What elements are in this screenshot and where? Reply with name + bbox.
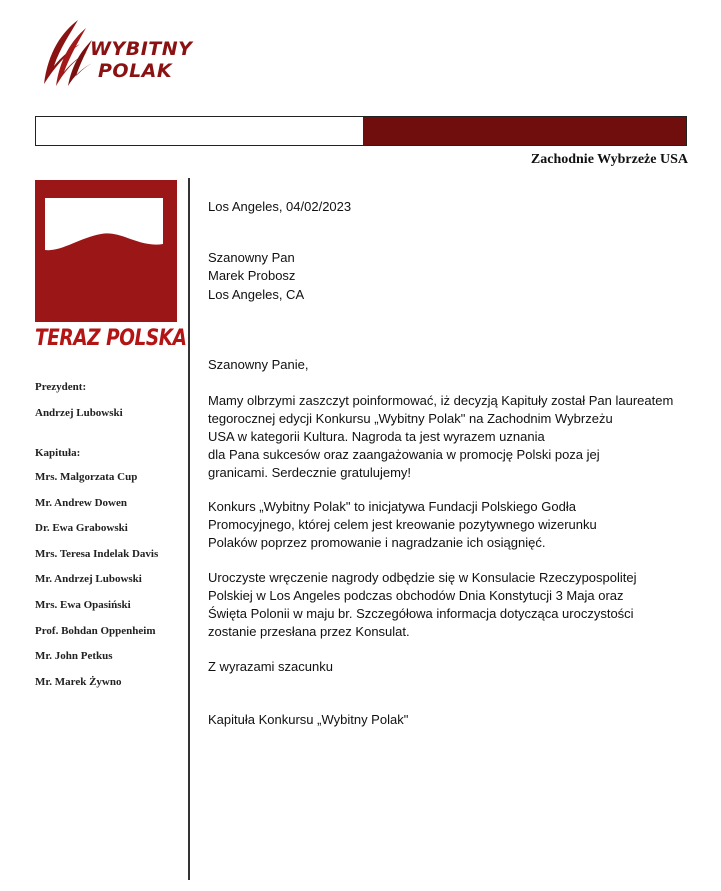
recipient-line: Marek Probosz (208, 268, 296, 283)
paragraph-3-line: zostanie przesłana przez Konsulat. (208, 624, 410, 639)
recipient-line: Szanowny Pan (208, 250, 295, 265)
paragraph-1-line: dla Pana sukcesów oraz zaangażowania w promocję Polski poza jej (208, 447, 600, 462)
recipient-line: Los Angeles, CA (208, 287, 305, 302)
paragraph-3-line: Polskiej w Los Angeles podczas obchodów Dnia Konstytucji 3 Maja oraz (208, 588, 624, 603)
paragraph-2-line: Promocyjnego, której celem jest kreowanie pozytywnego wizerunku (208, 517, 597, 532)
paragraph-3-line: Uroczyste wręczenie nagrody odbędzie się w Konsulacie Rzeczypospolitej (208, 570, 637, 585)
president-name: Andrzej Lubowski (35, 407, 123, 419)
badge-text: TERAZ POLSKA (35, 326, 187, 351)
logo-text-line1: WYBITNY (90, 38, 193, 60)
paragraph-1-line: granicami. Serdecznie gratulujemy! (208, 465, 412, 480)
paragraph-1-line: USA w kategorii Kultura. Nagroda ta jest wyrazem uznania (208, 429, 545, 444)
chapter-member: Mr. Andrew Dowen (35, 497, 127, 509)
column-divider (188, 178, 190, 880)
paragraph-2-line: Konkurs „Wybitny Polak" to inicjatywa Fundacji Polskiego Godła (208, 499, 576, 514)
header-bar (35, 116, 687, 146)
chapter-member: Mr. John Petkus (35, 650, 113, 662)
closing: Z wyrazami szacunku (208, 659, 333, 674)
paragraph-1-line: Mamy olbrzymi zaszczyt poinformować, iż decyzją Kapituły został Pan laureatem (208, 393, 674, 408)
paragraph-3-line: Święta Polonii w maju br. Szczegółowa informacja dotycząca uroczystości (208, 606, 634, 621)
president-label: Prezydent: (35, 381, 87, 393)
signature: Kapituła Konkursu „Wybitny Polak" (208, 712, 409, 727)
paragraph-1-line: tegorocznej edycji Konkursu „Wybitny Polak" na Zachodnim Wybrzeżu (208, 411, 613, 426)
header-bar-accent (363, 117, 686, 145)
wybitny-polak-logo (40, 18, 193, 90)
chapter-member: Mrs. Teresa Indelak Davis (35, 548, 159, 560)
letter-date: Los Angeles, 04/02/2023 (208, 199, 352, 214)
chapter-member: Mrs. Ewa Opasiński (35, 599, 131, 611)
logo-text-line2: POLAK (98, 60, 173, 82)
white-flag-icon (35, 180, 177, 322)
paragraph-2-line: Polaków poprzez promowanie i nagradzanie ich osiągnięć. (208, 535, 546, 550)
chapter-member: Dr. Ewa Grabowski (35, 522, 128, 534)
teraz-polska-badge (35, 180, 177, 322)
region-title: Zachodnie Wybrzeże USA (530, 152, 688, 167)
salutation: Szanowny Panie, (208, 357, 309, 372)
chapter-member: Mr. Andrzej Lubowski (35, 573, 142, 585)
chapter-label: Kapituła: (35, 447, 81, 459)
chapter-member: Mrs. Malgorzata Cup (35, 471, 138, 483)
chapter-member: Prof. Bohdan Oppenheim (35, 625, 156, 637)
chapter-member: Mr. Marek Żywno (35, 676, 122, 688)
